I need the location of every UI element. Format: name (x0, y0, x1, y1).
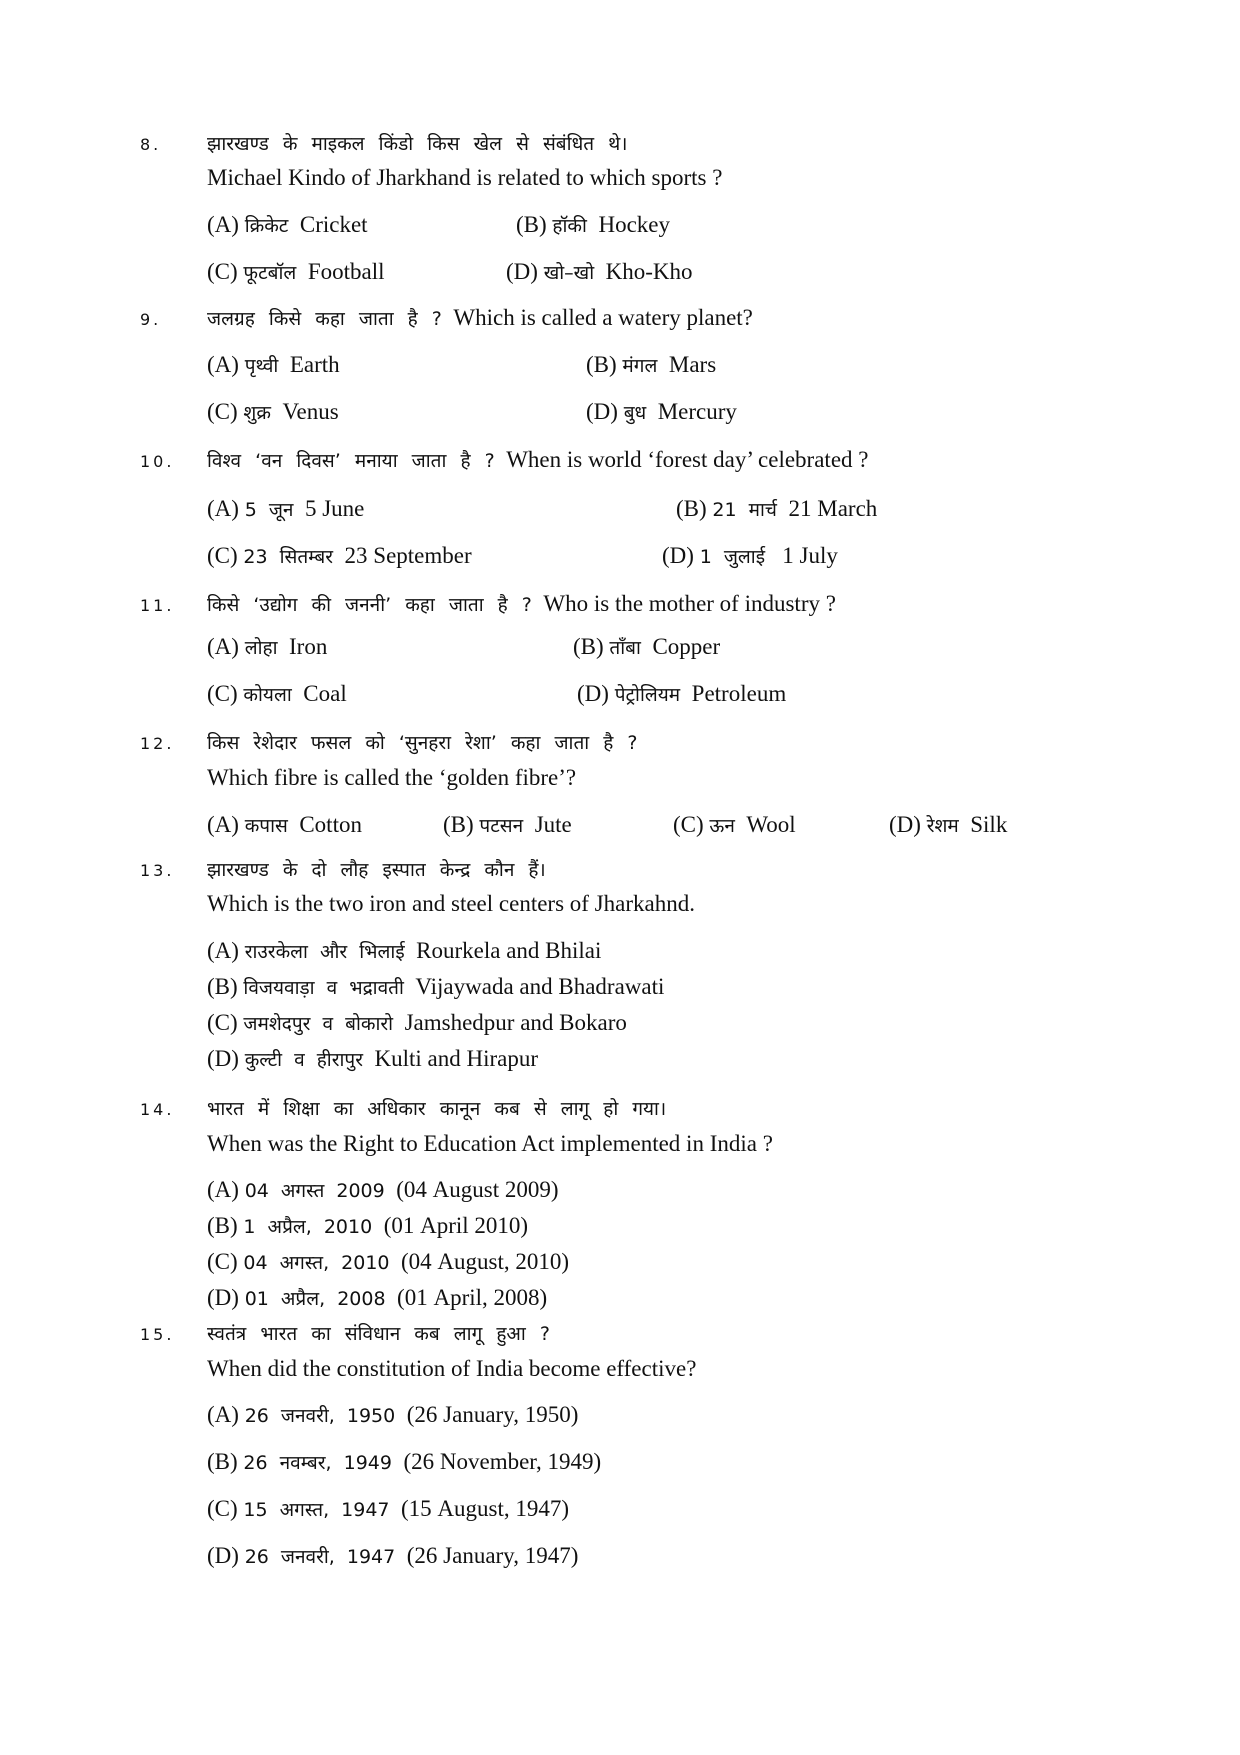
question-hindi: स्वतंत्र भारत का संविधान कब लागू हुआ ? (207, 1323, 550, 1345)
question-english: Which is the two iron and steel centers of Jharkahnd. (207, 891, 695, 916)
option-a: (A) 5 जून 5 June (207, 496, 365, 521)
option-d: (D) 26 जनवरी, 1947 (26 January, 1947) (207, 1543, 579, 1568)
question-text: जलग्रह किसे कहा जाता है ? Which is called a watery planet? (207, 305, 753, 330)
option-b: (B) ताँबा Copper (573, 634, 721, 659)
option-b: (B) 21 मार्च 21 March (676, 496, 878, 521)
option-d: (D) 1 जुलाई 1 July (662, 543, 838, 568)
question-english: When was the Right to Education Act implemented in India ? (207, 1131, 773, 1156)
option-d: (D) पेट्रोलियम Petroleum (577, 681, 787, 706)
question-text: किसे ‘उद्योग की जननी’ कहा जाता है ? Who is the mother of industry ? (207, 591, 836, 616)
question-english: Which fibre is called the ‘golden fibre’? (207, 765, 577, 790)
question-number: 8. (140, 135, 162, 154)
option-d: (D) कुल्टी व हीरापुर Kulti and Hirapur (207, 1046, 538, 1071)
question-number: 13. (140, 861, 175, 880)
option-c: (C) 04 अगस्त, 2010 (04 August, 2010) (207, 1249, 570, 1274)
question-number: 12. (140, 734, 175, 753)
question-hindi: झारखण्ड के दो लौह इस्पात केन्द्र कौन हैं। (207, 859, 546, 881)
option-b: (B) 26 नवम्बर, 1949 (26 November, 1949) (207, 1449, 602, 1474)
option-d: (D) बुध Mercury (586, 399, 737, 424)
option-c: (C) ऊन Wool (673, 812, 796, 837)
option-c: (C) कोयला Coal (207, 681, 347, 706)
question-hindi: झारखण्ड के माइकल किंडो किस खेल से संबंधित थे। (207, 133, 628, 155)
question-number: 15. (140, 1325, 175, 1344)
option-a: (A) राउरकेला और भिलाई Rourkela and Bhilai (207, 938, 602, 963)
question-text: विश्व ‘वन दिवस’ मनाया जाता है ? When is world ‘forest day’ celebrated ? (207, 447, 869, 472)
option-d: (D) खो–खो Kho-Kho (506, 259, 693, 284)
question-number: 9. (140, 310, 162, 329)
option-b: (B) हॉकी Hockey (516, 212, 670, 237)
question-hindi: किस रेशेदार फसल को ‘सुनहरा रेशा’ कहा जाता है ? (207, 732, 638, 754)
option-a: (A) 04 अगस्त 2009 (04 August 2009) (207, 1177, 559, 1202)
option-d: (D) रेशम Silk (889, 812, 1008, 837)
option-c: (C) फूटबॉल Football (207, 259, 385, 284)
option-b: (B) विजयवाड़ा व भद्रावती Vijaywada and Bhadrawati (207, 974, 665, 999)
option-d: (D) 01 अप्रैल, 2008 (01 April, 2008) (207, 1285, 548, 1310)
option-a: (A) कपास Cotton (207, 812, 362, 837)
option-c: (C) 15 अगस्त, 1947 (15 August, 1947) (207, 1496, 570, 1521)
option-a: (A) क्रिकेट Cricket (207, 212, 368, 237)
option-b: (B) मंगल Mars (586, 352, 717, 377)
option-c: (C) 23 सितम्बर 23 September (207, 543, 472, 568)
question-english: Michael Kindo of Jharkhand is related to which sports ? (207, 165, 723, 190)
question-hindi: भारत में शिक्षा का अधिकार कानून कब से लागू हो गया। (207, 1098, 667, 1120)
option-a: (A) लोहा Iron (207, 634, 328, 659)
option-a: (A) 26 जनवरी, 1950 (26 January, 1950) (207, 1402, 579, 1427)
question-number: 11. (140, 596, 175, 615)
question-number: 10. (140, 452, 175, 471)
question-number: 14. (140, 1100, 175, 1119)
option-b: (B) पटसन Jute (443, 812, 572, 837)
option-c: (C) शुक्र Venus (207, 399, 339, 424)
option-c: (C) जमशेदपुर व बोकारो Jamshedpur and Bokaro (207, 1010, 627, 1035)
question-english: When did the constitution of India become effective? (207, 1356, 697, 1381)
option-b: (B) 1 अप्रैल, 2010 (01 April 2010) (207, 1213, 529, 1238)
option-a: (A) पृथ्वी Earth (207, 352, 340, 377)
